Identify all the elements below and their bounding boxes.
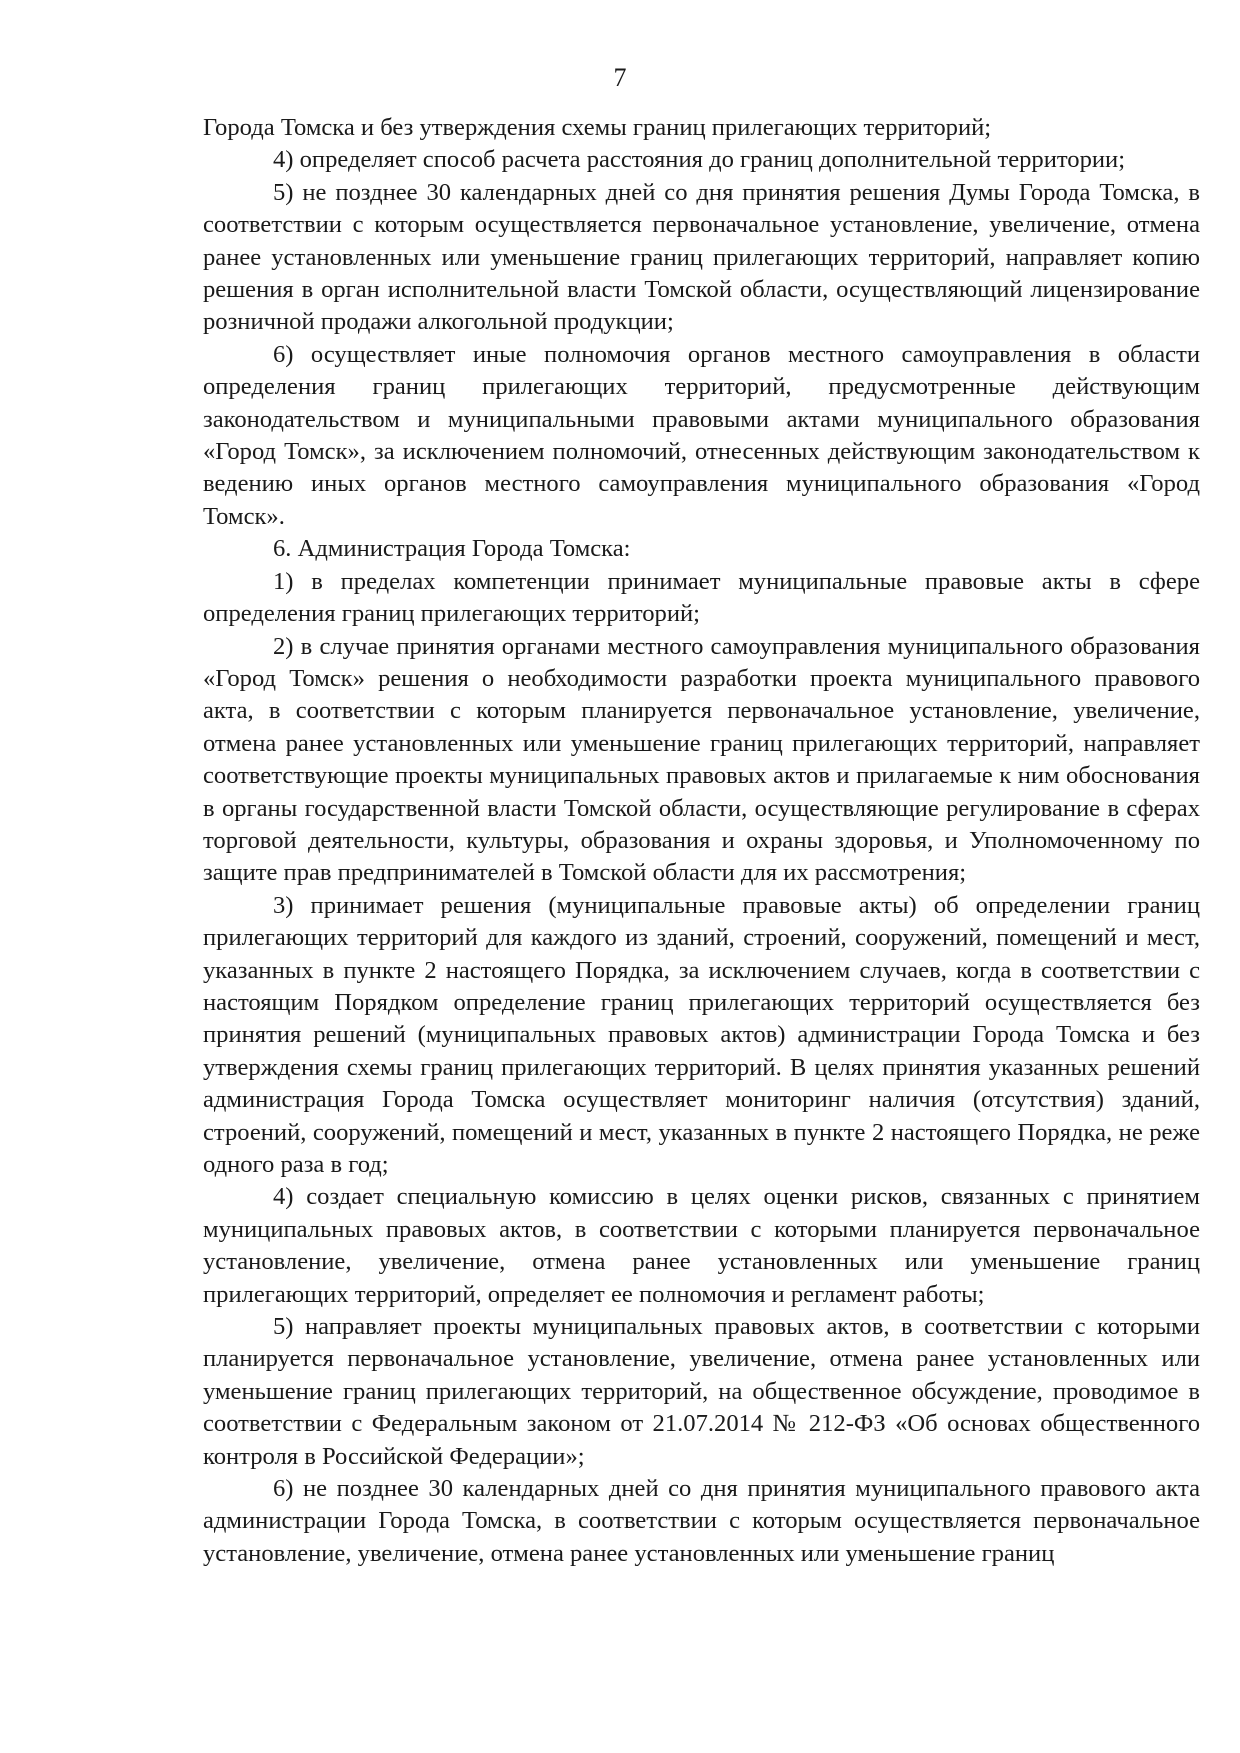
paragraph-admin-item-3: 3) принимает решения (муниципальные правовые акты) об определении границ прилегающих территорий для каждого из зданий, строений, сооружений, помещений и мест, указанных в пункте 2 настоящего Порядка, за исключением случаев, когда в соответствии с настоящим Порядком определение границ прилегающих территорий осуществляется без принятия решений (муниципальных правовых актов) администрации Города Томска и без утверждения схемы границ прилегающих территорий. В целях принятия указанных решений администрация Города Томска осуществляет мониторинг наличия (отсутствия) зданий, строений, сооружений, помещений и мест, указанных в пункте 2 настоящего Порядка, не реже одного раза в год;	[203, 891, 1200, 1178]
paragraph-admin-item-5: 5) направляет проекты муниципальных правовых актов, в соответствии с которыми планируется первоначальное установление, увеличение, отмена ранее установленных или уменьшение границ прилегающих территорий, на общественное обсуждение, проводимое в соответствии с Федеральным законом от 21.07.2014 № 212-ФЗ «Об основах общественного контроля в Российской Федерации»;	[203, 1313, 1200, 1470]
page-number: 7	[613, 63, 627, 92]
paragraph-item-5: 5) не позднее 30 календарных дней со дня принятия решения Думы Города Томска, в соответствии с которым осуществляется первоначальное установление, увеличение, отмена ранее установленных или уменьшение границ прилегающих территорий, направляет копию решения в орган исполнительной власти Томской области, осуществляющий лицензирование розничной продажи алкогольной продукции;	[203, 178, 1200, 336]
paragraph-admin-item-4: 4) создает специальную комиссию в целях оценки рисков, связанных с принятием муниципальных правовых актов, в соответствии с которыми планируется первоначальное установление, увеличение, отмена ранее установленных или уменьшение границ прилегающих территорий, определяет ее полномочия и регламент работы;	[203, 1183, 1200, 1308]
paragraph-continuation: Города Томска и без утверждения схемы границ прилегающих территорий;	[203, 114, 992, 141]
paragraph-admin-item-1: 1) в пределах компетенции принимает муниципальные правовые акты в сфере определения границ прилегающих территорий;	[203, 567, 1200, 628]
paragraph-admin-item-6: 6) не позднее 30 календарных дней со дня принятия муниципального правового акта администрации Города Томска, в соответствии с которым осуществляется первоначальное установление, увеличение, отмена ранее установленных или уменьшение границ	[203, 1475, 1200, 1567]
paragraph-item-4: 4) определяет способ расчета расстояния до границ дополнительной территории;	[273, 146, 1126, 174]
paragraph-admin-item-2: 2) в случае принятия органами местного самоуправления муниципального образования «Город Томск» решения о необходимости разработки проекта муниципального правового акта, в соответствии с которым планируется первоначальное установление, увеличение, отмена ранее установленных или уменьшение границ прилегающих территорий, направляет соответствующие проекты муниципальных правовых актов и прилагаемые к ним обоснования в органы государственной власти Томской области, осуществляющие регулирование в сферах торговой деятельности, культуры, образования и охраны здоровья, и Уполномоченному по защите прав предпринимателей в Томской области для их рассмотрения;	[203, 632, 1200, 887]
paragraph-item-6: 6) осуществляет иные полномочия органов местного самоуправления в области определения границ прилегающих территорий, предусмотренные действующим законодательством и муниципальными правовыми актами муниципального образования «Город Томск», за исключением полномочий, отнесенных действующим законодательством к ведению иных органов местного самоуправления муниципального образования «Город Томск».	[203, 340, 1200, 530]
document-body	[203, 112, 1200, 1570]
section-heading-6: 6. Администрация Города Томска:	[273, 535, 631, 563]
